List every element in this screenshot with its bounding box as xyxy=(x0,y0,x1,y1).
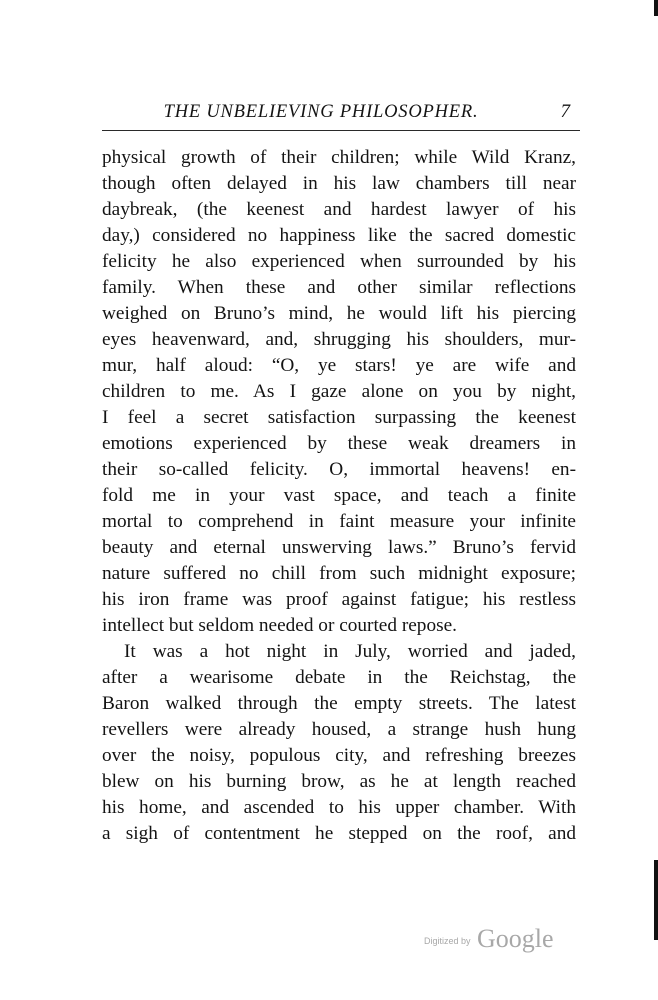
watermark-prefix: Digitized by xyxy=(424,936,471,946)
text-line: weighed on Bruno’s mind, he would lift his piercing xyxy=(102,303,576,324)
text-line: children to me. As I gaze alone on you by night, xyxy=(102,381,576,402)
text-line: eyes heavenward, and, shrugging his shoulders, mur- xyxy=(102,329,576,350)
paragraph xyxy=(102,639,576,847)
text-line: fold me in your vast space, and teach a finite xyxy=(102,485,576,506)
text-line: felicity he also experienced when surrounded by his xyxy=(102,251,576,272)
text-line: revellers were already housed, a strange hush hung xyxy=(102,719,576,740)
page-number: 7 xyxy=(560,101,570,122)
scan-edge-top xyxy=(654,0,658,16)
running-title: THE UNBELIEVING PHILOSOPHER. xyxy=(163,102,479,122)
text-line: after a wearisome debate in the Reichstag, the xyxy=(102,667,576,688)
text-line: beauty and eternal unswerving laws.” Bruno’s fervid xyxy=(102,537,576,558)
text-line: family. When these and other similar reflections xyxy=(102,277,576,298)
text-line: physical growth of their children; while Wild Kranz, xyxy=(102,147,576,168)
text-line: a sigh of contentment he stepped on the roof, and xyxy=(102,823,576,844)
text-line: daybreak, (the keenest and hardest lawyer of his xyxy=(102,199,576,220)
text-line: though often delayed in his law chambers till near xyxy=(102,173,576,194)
text-line: over the noisy, populous city, and refreshing breezes xyxy=(102,745,576,766)
body-text xyxy=(102,145,576,847)
scan-edge-bottom xyxy=(654,860,658,940)
text-line: It was a hot night in July, worried and jaded, xyxy=(124,641,576,662)
paragraph xyxy=(102,145,576,639)
text-line: mur, half aloud: “O, ye stars! ye are wife and xyxy=(102,355,576,376)
text-line: his home, and ascended to his upper chamber. With xyxy=(102,797,576,818)
running-head xyxy=(102,96,580,131)
text-line: Baron walked through the empty streets. The latest xyxy=(102,693,576,714)
text-line: day,) considered no happiness like the sacred domestic xyxy=(102,225,576,246)
digitized-watermark xyxy=(424,924,554,954)
text-line: intellect but seldom needed or courted repose. xyxy=(102,615,457,636)
text-line: I feel a secret satisfaction surpassing the keenest xyxy=(102,407,576,428)
text-line: blew on his burning brow, as he at length reached xyxy=(102,771,576,792)
text-line: their so-called felicity. O, immortal heavens! en- xyxy=(102,459,576,480)
text-line: emotions experienced by these weak dreamers in xyxy=(102,433,576,454)
text-line: nature suffered no chill from such midnight exposure; xyxy=(102,563,576,584)
text-line: his iron frame was proof against fatigue; his restless xyxy=(102,589,576,610)
watermark-brand: Google xyxy=(476,924,554,953)
text-line: mortal to comprehend in faint measure your infinite xyxy=(102,511,576,532)
